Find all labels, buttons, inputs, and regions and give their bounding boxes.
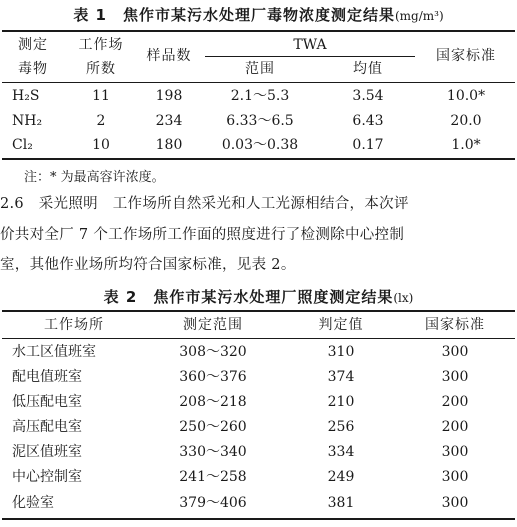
table2-cell-value: 256 bbox=[327, 419, 355, 435]
table2-top-rule bbox=[2, 310, 515, 312]
table1-cell-mean: 3.54 bbox=[352, 88, 384, 104]
table1-bottom-rule bbox=[2, 158, 515, 160]
table1-header-range: 范围 bbox=[245, 61, 275, 77]
table2-caption-text: 表 2 焦作市某污水处理厂照度测定结果 bbox=[103, 288, 394, 306]
table1-caption-text: 表 1 焦作市某污水处理厂毒物浓度测定结果 bbox=[73, 6, 395, 24]
table2-header-rule bbox=[2, 338, 515, 339]
table1-cell-range: 6.33～6.5 bbox=[226, 113, 294, 129]
table2-header-value: 判定值 bbox=[318, 317, 364, 333]
table2-cell-range: 379～406 bbox=[179, 495, 247, 511]
table1-header-toxin-line1: 测定 bbox=[18, 37, 48, 53]
table1-cell-sites: 10 bbox=[92, 137, 110, 153]
table2-cell-value: 334 bbox=[327, 444, 355, 460]
table1-cell-mean: 6.43 bbox=[352, 113, 384, 129]
table2-bottom-rule bbox=[2, 518, 515, 520]
table2-cell-standard: 300 bbox=[441, 344, 469, 360]
table2-cell-standard: 300 bbox=[441, 369, 469, 385]
table1-cell-standard: 1.0* bbox=[451, 137, 481, 153]
table2-cell-standard: 300 bbox=[441, 495, 469, 511]
table2-caption bbox=[0, 286, 517, 307]
table1-caption bbox=[0, 4, 517, 25]
table1-cell-sites: 2 bbox=[96, 113, 106, 129]
table2-cell-range: 241～258 bbox=[179, 469, 247, 485]
table2-unit: (lx) bbox=[393, 291, 414, 305]
table2-header-site: 工作场所 bbox=[44, 317, 104, 333]
table2-cell-site: 高压配电室 bbox=[12, 419, 82, 435]
table2-cell-site: 配电值班室 bbox=[12, 369, 82, 385]
table1-top-rule bbox=[2, 30, 515, 32]
table2-cell-range: 250～260 bbox=[179, 419, 247, 435]
paragraph-line-2: 价共对全厂 7 个工作场所工作面的照度进行了检测除中心控制 bbox=[0, 227, 405, 243]
paragraph-line-1: 2.6 采光照明 工作场所自然采光和人工光源相结合，本次评 bbox=[0, 196, 409, 212]
table2-cell-standard: 300 bbox=[441, 469, 469, 485]
table2-cell-range: 330～340 bbox=[179, 444, 247, 460]
table2-cell-value: 249 bbox=[327, 469, 355, 485]
table2-cell-range: 308～320 bbox=[179, 344, 247, 360]
table1-cell-toxin: H₂S bbox=[12, 88, 40, 104]
table2-cell-site: 化验室 bbox=[12, 495, 54, 511]
table1-header-sites-line2: 所数 bbox=[86, 61, 116, 77]
table1-cell-mean: 0.17 bbox=[352, 137, 384, 153]
table2-cell-site: 水工区值班室 bbox=[12, 344, 96, 360]
table1-cell-range: 2.1～5.3 bbox=[230, 88, 290, 104]
table2-cell-site: 低压配电室 bbox=[12, 394, 82, 410]
table1-cell-toxin: Cl₂ bbox=[12, 137, 33, 153]
table2-cell-value: 310 bbox=[327, 344, 355, 360]
table1-header-mean: 均值 bbox=[353, 61, 383, 77]
table1-cell-samples: 234 bbox=[155, 113, 183, 129]
paragraph-line-3: 室，其他作业场所均符合国家标准，见表 2。 bbox=[0, 257, 296, 273]
table2-cell-value: 381 bbox=[327, 495, 355, 511]
table1-note: 注：* 为最高容许浓度。 bbox=[24, 170, 165, 185]
table2-cell-range: 360～376 bbox=[179, 369, 247, 385]
table1-cell-standard: 10.0* bbox=[446, 88, 486, 104]
table1-cell-samples: 180 bbox=[155, 137, 183, 153]
table2-cell-standard: 200 bbox=[441, 394, 469, 410]
table2-header-standard: 国家标准 bbox=[425, 317, 485, 333]
table1-unit: (mg/m³) bbox=[395, 9, 444, 23]
table1-header-standard: 国家标准 bbox=[436, 48, 496, 64]
table1-header-twa: TWA bbox=[293, 37, 327, 53]
table1-twa-underline bbox=[205, 56, 415, 57]
table2-cell-value: 210 bbox=[327, 394, 355, 410]
table1-header-rule bbox=[2, 82, 515, 83]
table2-cell-site: 泥区值班室 bbox=[12, 444, 82, 460]
table2-cell-range: 208～218 bbox=[179, 394, 247, 410]
table2-cell-value: 374 bbox=[327, 369, 355, 385]
table1-header-toxin-line2: 毒物 bbox=[18, 61, 48, 77]
table1-cell-range: 0.03～0.38 bbox=[221, 137, 299, 153]
table1-header-samples: 样品数 bbox=[146, 48, 192, 64]
table2-cell-standard: 200 bbox=[441, 419, 469, 435]
table2-cell-site: 中心控制室 bbox=[12, 469, 82, 485]
table1-header-sites-line1: 工作场 bbox=[78, 37, 124, 53]
table1-cell-toxin: NH₂ bbox=[12, 113, 43, 129]
table1-cell-sites: 11 bbox=[92, 88, 110, 104]
table1-cell-samples: 198 bbox=[155, 88, 183, 104]
table2-cell-standard: 300 bbox=[441, 444, 469, 460]
table2-header-range: 测定范围 bbox=[183, 317, 243, 333]
table1-cell-standard: 20.0 bbox=[450, 113, 482, 129]
